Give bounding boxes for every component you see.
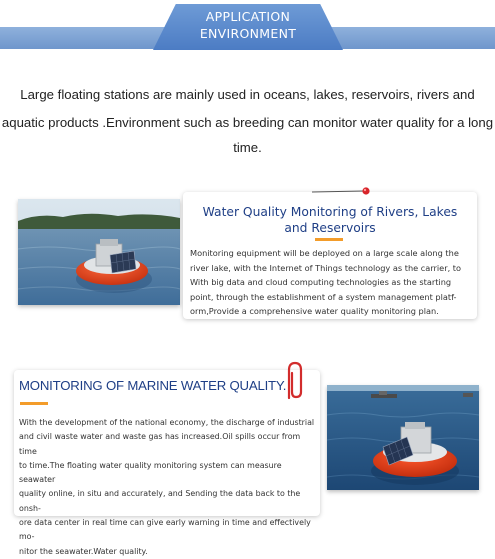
- marine-monitoring-card: [14, 370, 320, 556]
- banner-title-line1: APPLICATION: [205, 9, 291, 24]
- title-line2: and Reservoirs: [284, 221, 376, 235]
- river-lake-monitoring-card: [183, 192, 477, 319]
- push-pin-icon: [312, 186, 374, 198]
- description-line: orm,Provide a comprehensive water quality monitoring plan.: [190, 306, 439, 316]
- description-line: With big data and cloud computing technologies as the starting: [190, 277, 452, 287]
- section-banner-title: [166, 8, 330, 48]
- marine-monitoring-title: MONITORING OF MARINE WATER QUALITY.: [19, 378, 287, 393]
- intro-line1: Large floating stations are mainly used in oceans, lakes, reservoirs, rivers and: [20, 87, 475, 102]
- banner-title-line2: ENVIRONMENT: [199, 26, 297, 41]
- intro-line2: aquatic products .Environment such as breeding can monitor water quality for a long time.: [1, 115, 494, 155]
- description-line: With the development of the national economy, the discharge of industrial: [19, 418, 315, 427]
- description-line: nitor the seawater.Water quality.: [19, 546, 148, 556]
- title-line1: Water Quality Monitoring of Rivers, Lakes: [202, 205, 458, 219]
- lake-buoy-photo: [18, 199, 180, 305]
- sea-buoy-photo: [327, 385, 479, 490]
- intro-text: [0, 82, 495, 160]
- marine-monitoring-description: [19, 416, 317, 559]
- river-lake-monitoring-title: [183, 204, 477, 236]
- description-line: ore data center in real time can give early warning in time and effectively mo-: [19, 518, 311, 542]
- description-line: and civil waste water and waste gas has increased.Oil spills occur from time: [19, 432, 301, 456]
- river-lake-monitoring-description: [190, 246, 476, 319]
- title-accent-bar: [20, 402, 48, 405]
- description-line: to time.The floating water quality monitoring system can measure seawater: [19, 460, 282, 485]
- description-line: quality online, in situ and accurately, and Sending the data back to the onsh-: [19, 489, 301, 513]
- description-line: Monitoring equipment will be deployed on a large scale along the: [190, 248, 459, 258]
- title-accent-bar: [315, 238, 343, 241]
- paper-clip-icon: [283, 360, 305, 402]
- description-line: point, through the establishment of a system management platf-: [190, 291, 457, 302]
- description-line: river lake, with the Internet of Things technology as the carrier, to: [190, 262, 462, 273]
